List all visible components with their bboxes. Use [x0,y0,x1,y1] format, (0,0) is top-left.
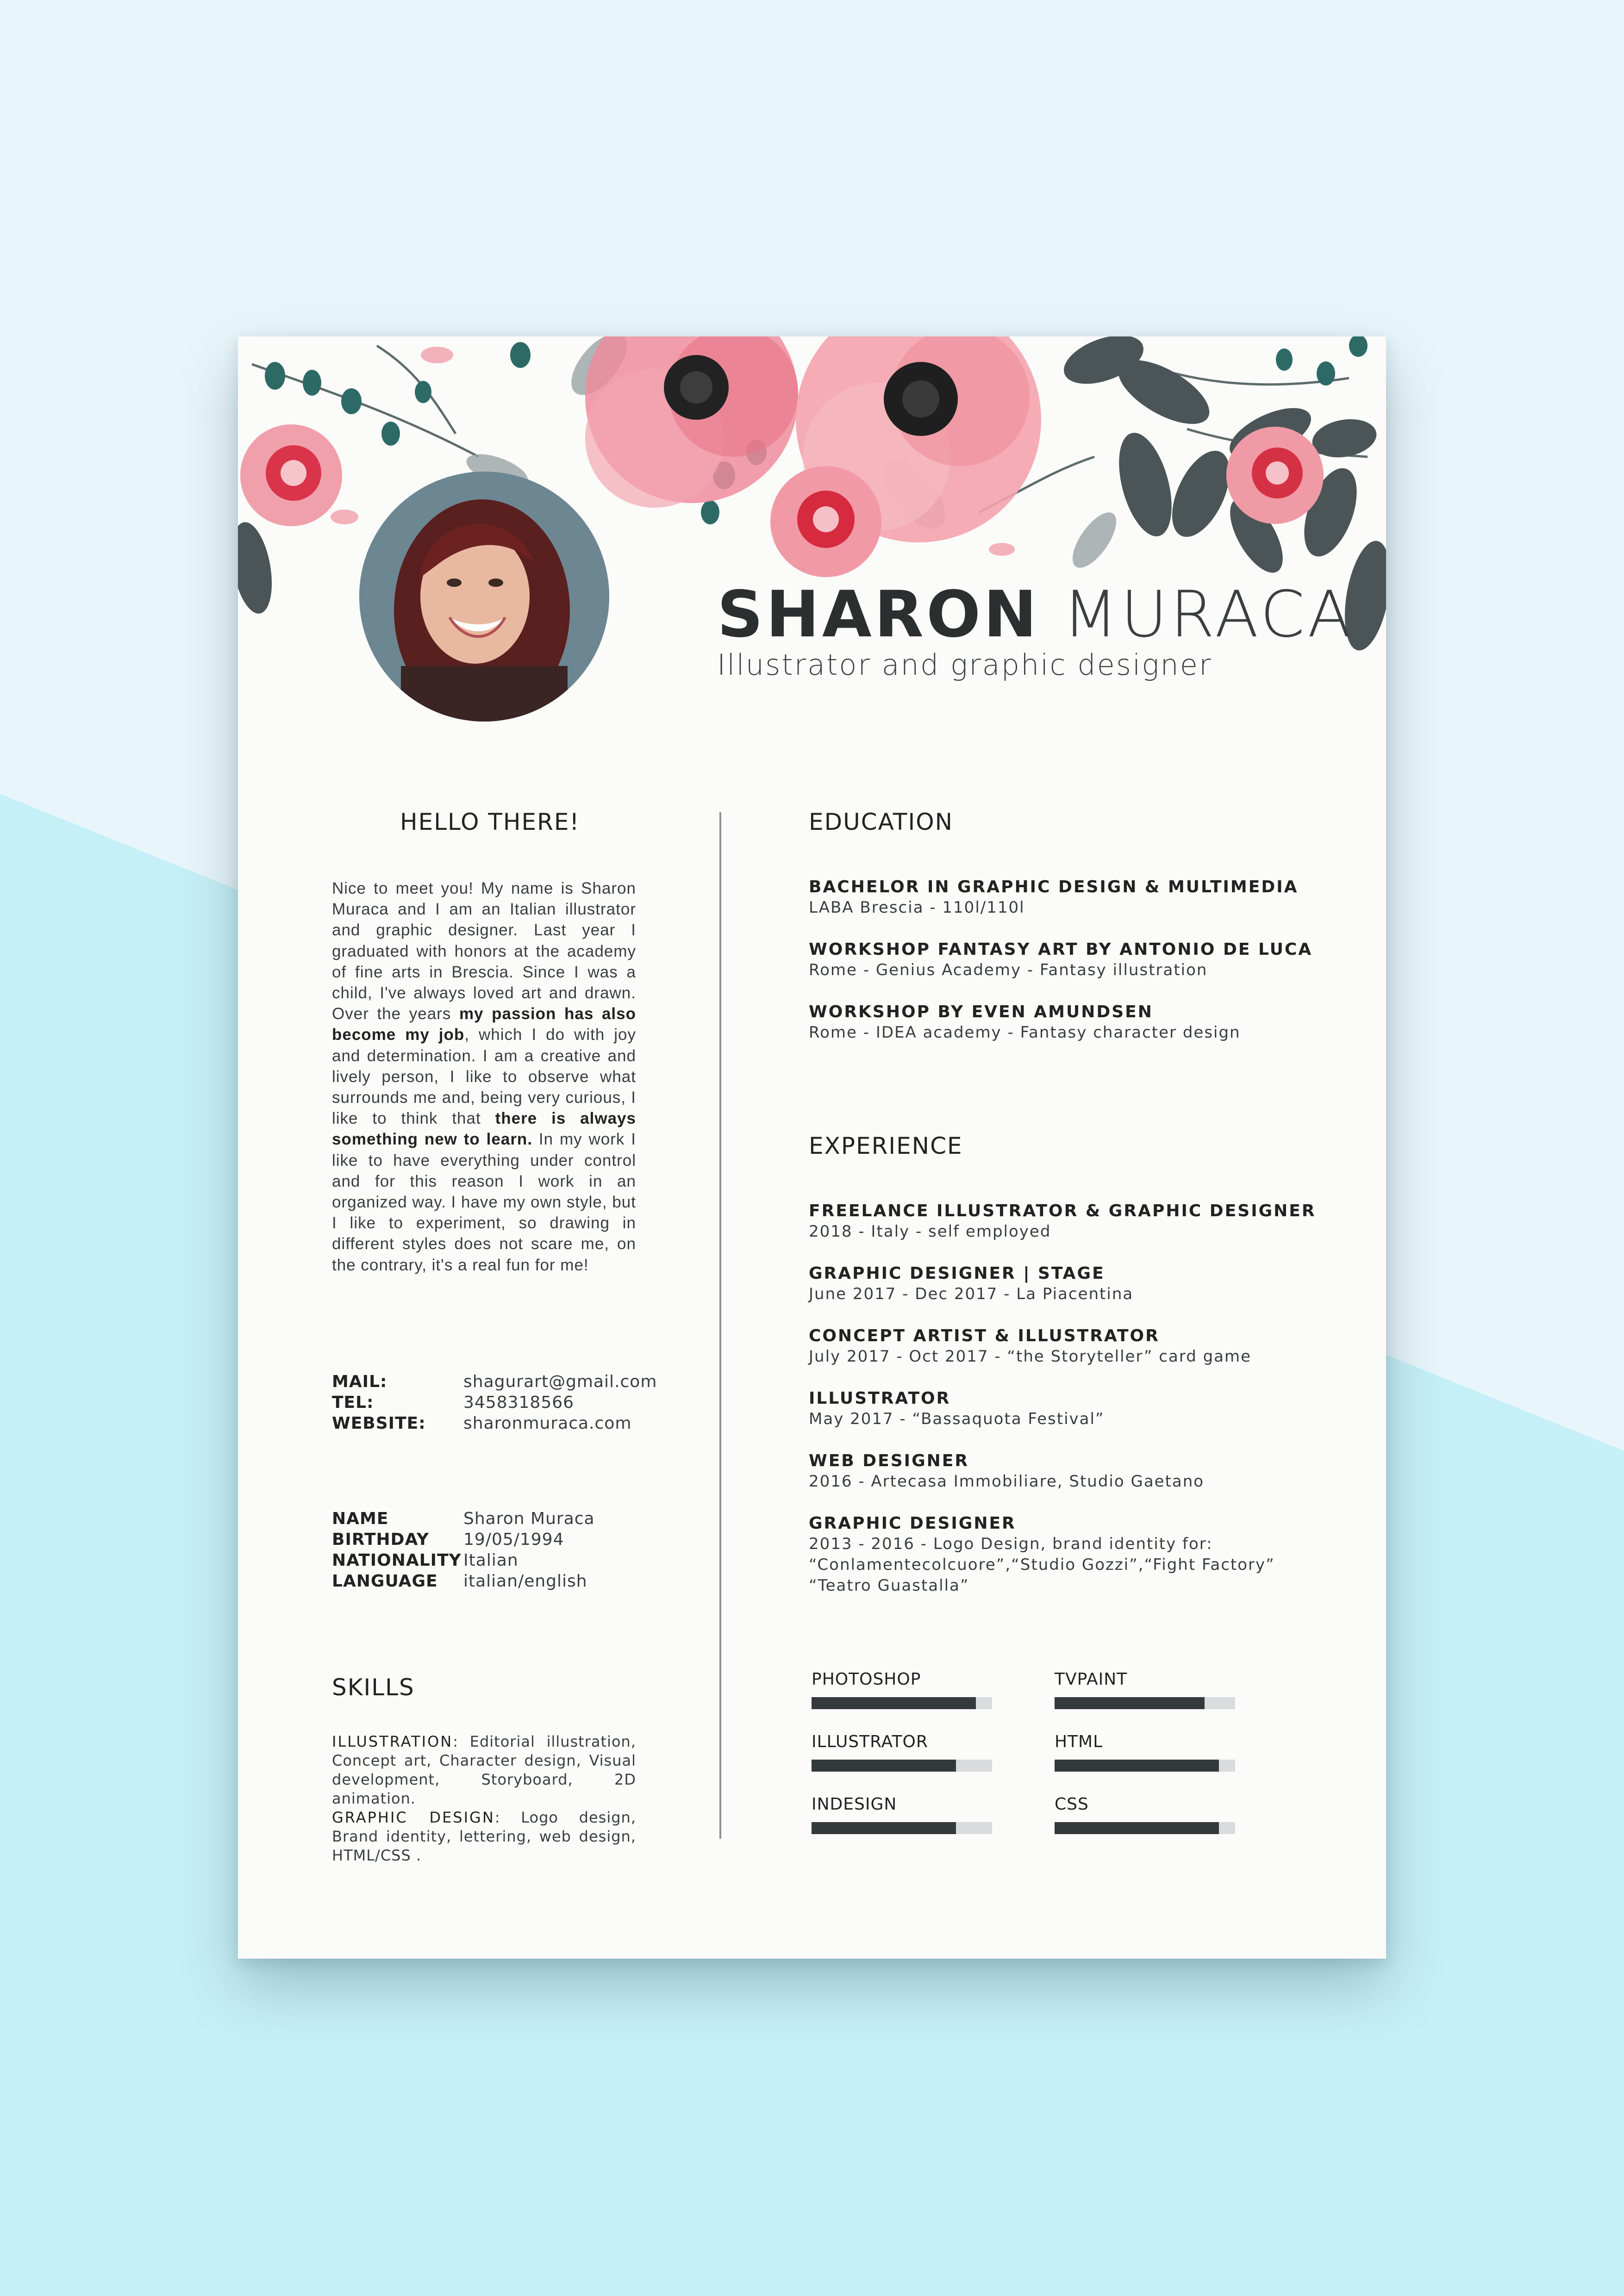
resume-page [238,336,1386,1959]
experience-detail: May 2017 - “Bassaquota Festival” [809,1410,1105,1428]
contact-label: WEBSITE: [332,1414,426,1433]
experience-detail: “Conlamentecolcuore”,“Studio Gozzi”,“Fight Factory” [809,1556,1275,1574]
column-divider [719,812,721,1839]
skill-bar-indesign [812,1794,992,1834]
experience-item [809,1326,1364,1367]
skill-bar-track [1055,1760,1235,1772]
education-title: BACHELOR IN GRAPHIC DESIGN & MULTIMEDIA [809,877,1299,896]
experience-title: CONCEPT ARTIST & ILLUSTRATOR [809,1326,1160,1345]
first-name: SHARON [717,577,1040,652]
skill-bar-fill [812,1697,976,1709]
about-text-part: In my work I like to have everything under control and for this reason I work in an organized way. I have my own style, but I like to experiment, so drawing in different styles does not scare me, on the contrary, it's a real fun for me! [332,1130,636,1274]
personal-value: Sharon Muraca [463,1509,595,1528]
experience-title: FREELANCE ILLUSTRATOR & GRAPHIC DESIGNER [809,1201,1316,1220]
skill-bar-label: CSS [1055,1795,1089,1814]
contact-label: TEL: [332,1393,374,1412]
education-title: WORKSHOP BY EVEN AMUNDSEN [809,1002,1153,1021]
skill-bar-photoshop [812,1669,992,1709]
candidate-name [717,577,1354,652]
skill-graphic-label: GRAPHIC DESIGN [332,1809,495,1826]
skill-illustration-text [332,1732,636,1808]
skill-bar-label: ILLUSTRATOR [812,1732,928,1751]
experience-item [809,1513,1364,1596]
experience-detail: 2013 - 2016 - Logo Design, brand identity for: [809,1535,1213,1553]
about-text-bold: there is always something new to learn. [332,1109,636,1149]
personal-label: BIRTHDAY [332,1530,429,1549]
job-title: Illustrator and graphic designer [717,648,1212,682]
skill-bar-track [812,1822,992,1834]
contact-label: MAIL: [332,1372,387,1391]
personal-value: 19/05/1994 [463,1530,564,1549]
rose-center [770,466,881,577]
profile-photo [359,472,609,722]
contact-phone[interactable]: 3458318566 [463,1393,575,1412]
skill-bar-label: TVPAINT [1055,1670,1128,1689]
skill-bar-html [1055,1732,1235,1772]
experience-detail: 2016 - Artecasa Immobiliare, Studio Gaetano [809,1472,1205,1491]
personal-label: LANGUAGE [332,1572,438,1591]
education-item [809,1002,1364,1043]
contact-website[interactable]: sharonmuraca.com [463,1414,632,1433]
skill-bar-track [812,1760,992,1772]
education-detail: LABA Brescia - 110l/110l [809,898,1025,917]
education-item [809,877,1364,918]
skill-graphic-text [332,1808,636,1865]
experience-detail: “Teatro Guastalla” [809,1576,969,1595]
experience-item [809,1451,1364,1492]
skill-illustration-label: ILLUSTRATION [332,1733,453,1750]
skill-bar-label: INDESIGN [812,1795,897,1814]
skill-bar-label: HTML [1055,1732,1103,1751]
skill-bar-fill [1055,1760,1219,1772]
personal-value: Italian [463,1551,518,1570]
education-title: WORKSHOP FANTASY ART BY ANTONIO DE LUCA [809,940,1313,959]
rose-right [1226,427,1324,524]
skill-illustration-desc: : Editorial illustration, Concept art, Character design, Visual development, Storyboard, 2D animation. [332,1733,636,1807]
skill-graphic-desc: : Logo design, Brand identity, lettering, web design, HTML/CSS . [332,1809,637,1864]
skills-heading: SKILLS [332,1674,415,1701]
skill-bar-track [1055,1822,1235,1834]
skill-bar-fill [1055,1697,1205,1709]
skill-bar-track [1055,1697,1235,1709]
education-heading: EDUCATION [809,809,953,835]
last-name: MURACA [1062,577,1354,652]
pink-flower-left [585,336,798,508]
education-detail: Rome - IDEA academy - Fantasy character design [809,1023,1241,1042]
portrait-image [359,472,609,722]
skill-bar-css [1055,1794,1235,1834]
skill-bar-fill [812,1822,956,1834]
education-detail: Rome - Genius Academy - Fantasy illustration [809,961,1208,979]
experience-title: GRAPHIC DESIGNER | STAGE [809,1264,1105,1283]
experience-detail: June 2017 - Dec 2017 - La Piacentina [809,1285,1134,1303]
about-text [332,878,636,1276]
skill-bar-fill [812,1760,956,1772]
about-text-bold: my passion has also become my job [332,1005,636,1044]
experience-item [809,1263,1364,1305]
contact-email[interactable]: shagurart@gmail.com [463,1372,657,1391]
personal-label: NAME [332,1509,389,1528]
rose-left [240,424,342,526]
about-heading: HELLO THERE! [400,809,580,835]
experience-title: ILLUSTRATOR [809,1389,951,1408]
experience-detail: 2018 - Italy - self employed [809,1222,1051,1241]
experience-item [809,1201,1364,1242]
experience-title: WEB DESIGNER [809,1451,969,1470]
about-text-part: , which I do with joy and determination. I am a creative and lively person, I like to observe what surrounds me and, being very curious, I like to think that [332,1026,637,1128]
personal-label: NATIONALITY [332,1551,462,1570]
personal-value: italian/english [463,1572,587,1591]
skill-bar-tvpaint [1055,1669,1235,1709]
skill-bar-fill [1055,1822,1219,1834]
experience-title: GRAPHIC DESIGNER [809,1514,1016,1533]
about-text-part: Nice to meet you! My name is Sharon Muraca and I am an Italian illustrator and graphic designer. Last year I graduated with honors at the academy of fine arts in Brescia. Since I was a child, I've always loved art and drawn. Over the years [332,879,636,1023]
experience-detail: July 2017 - Oct 2017 - “the Storyteller” card game [809,1347,1252,1366]
skill-bar-illustrator [812,1732,992,1772]
skill-bar-label: PHOTOSHOP [812,1670,921,1689]
experience-item [809,1388,1364,1430]
education-item [809,940,1364,981]
experience-heading: EXPERIENCE [809,1132,963,1159]
skill-bar-track [812,1697,992,1709]
